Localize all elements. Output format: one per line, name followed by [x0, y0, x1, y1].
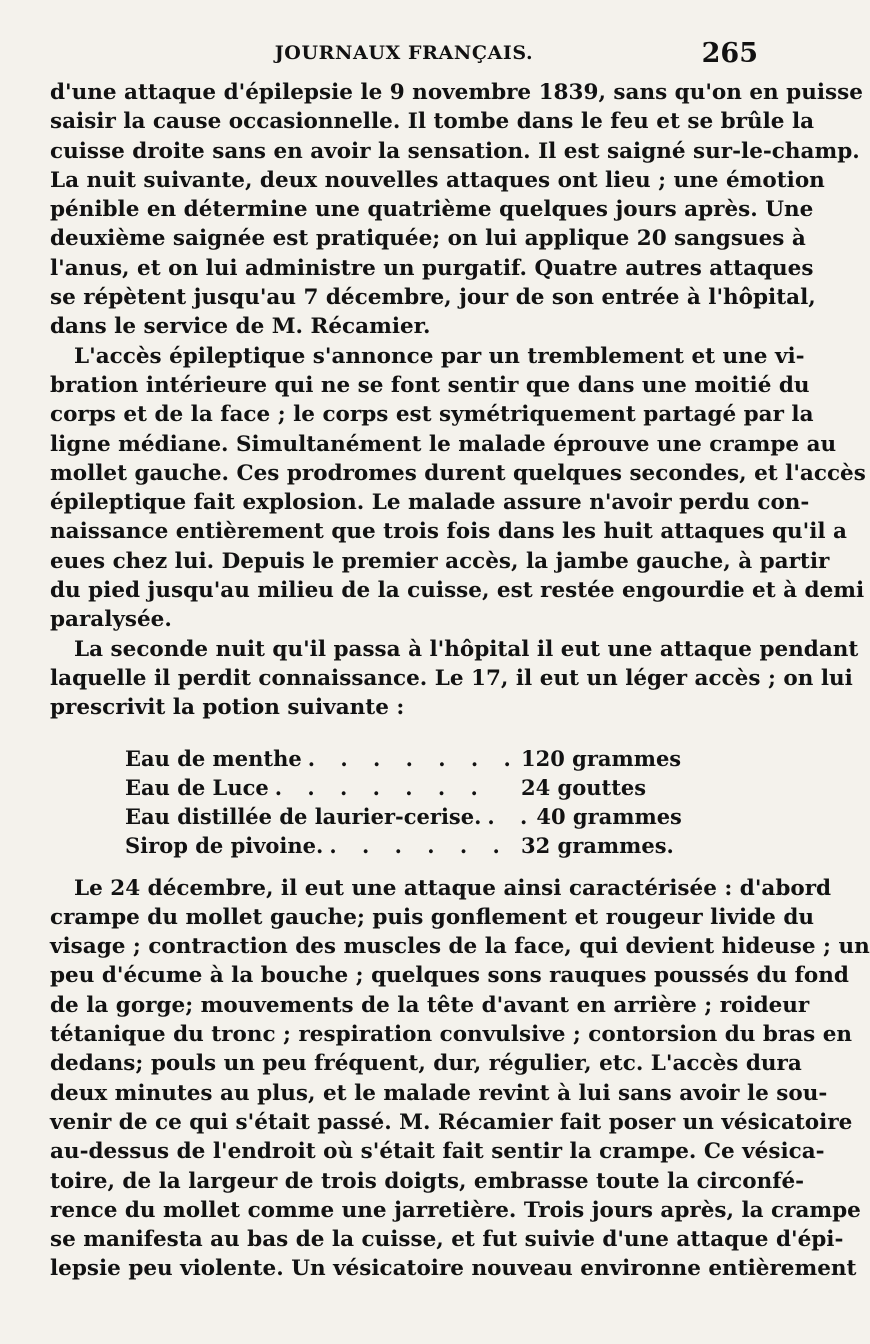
text-line: La seconde nuit qu'il passa à l'hôpital il eut une attaque pendant — [74, 636, 859, 662]
prescription-item — [125, 773, 671, 802]
text-line: L'accès épileptique s'annonce par un tremblement et une vi- — [74, 343, 805, 369]
text-line: deuxième saignée est pratiquée; on lui applique 20 sangsues à — [50, 226, 806, 252]
leader-dots: . . — [487, 803, 537, 829]
text-line: deux minutes au plus, et le malade revint à lui sans avoir le sou- — [50, 1080, 828, 1106]
text-line: visage ; contraction des muscles de la face, qui devient hideuse ; un — [50, 934, 870, 960]
running-header — [50, 38, 758, 78]
text-line: au-dessus de l'endroit où s'était fait sentir la crampe. Ce vésica- — [50, 1139, 825, 1165]
leader-dots: . . . . . . — [329, 832, 509, 858]
text-line: lepsie peu violente. Un vésicatoire nouveau environne entièrement — [50, 1256, 857, 1282]
text-line: tétanique du tronc ; respiration convulsive ; contorsion du bras en — [50, 1022, 853, 1048]
prescription-item — [125, 802, 682, 831]
text-line: mollet gauche. Ces prodromes durent quelques secondes, et l'accès — [50, 460, 866, 486]
text-line: dans le service de M. Récamier. — [50, 314, 431, 340]
text-line: saisir la cause occasionnelle. Il tombe dans le feu et se brûle la — [50, 109, 815, 135]
ingredient-name: Eau de menthe — [125, 745, 302, 771]
text-line: se manifesta au bas de la cuisse, et fut suivie d'une attaque d'épi- — [50, 1227, 844, 1253]
prescription-item — [125, 831, 674, 860]
text-line: prescrivit la potion suivante : — [50, 695, 405, 721]
text-line: dedans; pouls un peu fréquent, dur, régulier, etc. L'accès dura — [50, 1051, 802, 1077]
text-line: venir de ce qui s'était passé. M. Récamier fait poser un vésicatoire — [50, 1109, 853, 1135]
text-line: du pied jusqu'au milieu de la cuisse, est restée engourdie et à demi — [50, 578, 865, 604]
text-line: paralysée. — [50, 607, 172, 633]
text-line: se répètent jusqu'au 7 décembre, jour de son entrée à l'hôpital, — [50, 285, 816, 311]
ingredient-quantity: 120 grammes — [521, 745, 682, 771]
text-line: peu d'écume à la bouche ; quelques sons rauques poussés du fond — [50, 963, 849, 989]
text-line: cuisse droite sans en avoir la sensation. Il est saigné sur-le-champ. — [50, 138, 860, 164]
ingredient-name: Sirop de pivoine. — [125, 832, 324, 858]
ingredient-quantity: 24 gouttes — [521, 774, 647, 800]
text-line: crampe du mollet gauche; puis gonflement et rougeur livide du — [50, 904, 815, 930]
text-line: rence du mollet comme une jarretière. Trois jours après, la crampe — [50, 1197, 861, 1223]
text-line: Le 24 décembre, il eut une attaque ainsi caractérisée : d'abord — [74, 875, 832, 901]
text-line: l'anus, et on lui administre un purgatif. Quatre autres attaques — [50, 255, 814, 281]
paragraph-4 — [50, 874, 870, 1284]
ingredient-name: Eau distillée de laurier-cerise. — [125, 803, 482, 829]
text-line: pénible en détermine une quatrième quelques jours après. Une — [50, 197, 814, 223]
paragraph-3 — [50, 635, 859, 723]
text-line: bration intérieure qui ne se font sentir que dans une moitié du — [50, 372, 810, 398]
text-line: La nuit suivante, deux nouvelles attaques ont lieu ; une émotion — [50, 167, 825, 193]
leader-dots: . . . . . . . — [307, 745, 520, 771]
text-line: d'une attaque d'épilepsie le 9 novembre 1839, sans qu'on en puisse — [50, 80, 863, 105]
text-line: ligne médiane. Simultanément le malade éprouve une crampe au — [50, 431, 837, 457]
text-line: de la gorge; mouvements de la tête d'avant en arrière ; roideur — [50, 992, 810, 1018]
ingredient-name: Eau de Luce — [125, 774, 269, 800]
text-line: laquelle il perdit connaissance. Le 17, il eut un léger accès ; on lui — [50, 665, 853, 691]
leader-dots: . . . . . . . — [274, 774, 487, 800]
running-title: JOURNAUX FRANÇAIS. — [274, 42, 534, 64]
paragraph-1 — [50, 78, 863, 342]
prescription-item — [125, 744, 682, 773]
text-line: corps et de la face ; le corps est symétriquement partagé par la — [50, 402, 814, 428]
prescription-list — [125, 744, 682, 860]
ingredient-quantity: 40 grammes — [536, 803, 682, 829]
ingredient-quantity: 32 grammes. — [521, 832, 674, 858]
text-line: toire, de la largeur de trois doigts, embrasse toute la circonfé- — [50, 1168, 805, 1194]
text-line: épileptique fait explosion. Le malade assure n'avoir perdu con- — [50, 490, 810, 516]
text-line: eues chez lui. Depuis le premier accès, la jambe gauche, à partir — [50, 548, 830, 574]
text-line: naissance entièrement que trois fois dans les huit attaques qu'il a — [50, 519, 847, 545]
paragraph-2 — [50, 342, 866, 635]
page-number: 265 — [701, 38, 758, 69]
